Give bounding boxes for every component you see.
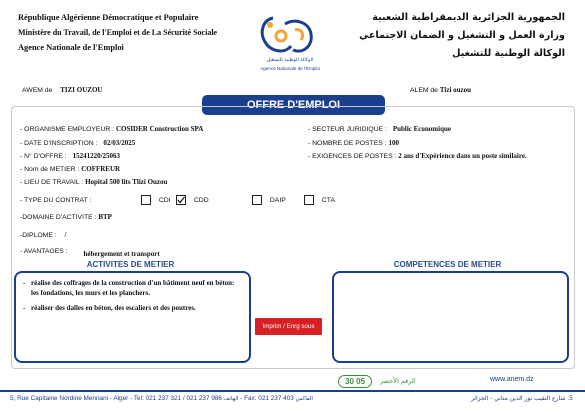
- awem-line: [22, 86, 102, 94]
- green-number: 30 05: [338, 375, 372, 388]
- logo-ar-text: الوكالة الوطنية للتشغيل: [266, 58, 314, 63]
- contrat-label-cta: CTA: [321, 196, 335, 204]
- alem-value: Tizi ouzou: [439, 86, 472, 94]
- lieu-row: [20, 178, 167, 186]
- offer-number-row: [20, 152, 120, 160]
- header-fr-line2: Ministère du Travail, de l'Emploi et de La Sécurité Sociale: [18, 28, 218, 37]
- anem-logo-mark: [255, 10, 325, 60]
- contrat-checkbox-cdd[interactable]: [176, 195, 186, 205]
- address-ar: 5. شارع النقيب نور الدين مناني - الجزائر: [470, 395, 573, 402]
- fax: - Fax: 021 237 403: [240, 395, 294, 402]
- metier-value: COFFREUR: [81, 165, 121, 173]
- metier-label: - Nom de METIER :: [20, 166, 80, 173]
- alem-line: [410, 86, 471, 94]
- address-fr: 5, Rue Capitaine Nordine Mennani - Alger - Tel: 021 237 321 / 021 237 986: [10, 395, 222, 402]
- activites-title: ACTIVITES DE METIER: [86, 260, 175, 269]
- awem-value: TIZI OUZOU: [60, 86, 103, 94]
- domaine-value: BTP: [98, 213, 112, 221]
- alem-label: ALEM de: [410, 87, 438, 94]
- exigences-row: [308, 152, 527, 160]
- employer-value: COSIDER Construction SPA: [115, 125, 204, 133]
- header-fr-line1: République Algérienne Démocratique et Populaire: [18, 13, 199, 22]
- avantages-row: [20, 247, 160, 258]
- activite-item-2-text: réaliser des dalles en béton, des escaliers et des poutres.: [31, 304, 196, 312]
- activite-item-1-text: réalise des coffrages de la construction d'un bâtiment neuf en béton: les fondations, les murs et les planchers.: [31, 279, 235, 297]
- contrat-label-daip: DAIP: [269, 196, 286, 204]
- activites-list: [16, 273, 249, 314]
- avantages-label: - AVANTAGES :: [20, 248, 68, 255]
- page-title: OFFRE D'EMPLOI: [246, 99, 341, 111]
- activite-item: - réaliser des dalles en béton, des escaliers et des poutres.: [23, 304, 196, 312]
- date-row: [20, 139, 135, 147]
- print-save-button[interactable]: [255, 318, 322, 335]
- contrat-checkbox-cdi[interactable]: [141, 195, 151, 205]
- contrat-option-cdd[interactable]: [176, 195, 209, 205]
- header-fr-line3: Agence Nationale de l'Emploi: [18, 43, 124, 52]
- contrat-option-daip[interactable]: [252, 195, 286, 205]
- avantages-value: hébergement et transport: [83, 250, 160, 258]
- offer-number-label: - N° D'OFFRE :: [20, 153, 67, 160]
- contrat-label-cdi: CDI: [158, 196, 171, 204]
- contrat-option-cta[interactable]: [304, 195, 335, 205]
- contrat-option-cdi[interactable]: [141, 195, 171, 205]
- secteur-value: Public Economique: [392, 125, 451, 133]
- activites-box: [14, 271, 251, 363]
- lieu-value: Hopital 500 lits Tlizi Ouzou: [85, 178, 168, 186]
- header-ar-line3: الوكالة الوطنية للتشغيل: [452, 48, 565, 59]
- website-link[interactable]: www.anem.dz: [490, 376, 534, 383]
- fax-ar-label: الفاكس: [295, 396, 313, 402]
- postes-value: 100: [388, 139, 399, 147]
- domaine-label: -DOMAINE D'ACTIVITE :: [20, 214, 97, 221]
- green-number-label: الرقم الأخضر: [380, 377, 416, 385]
- print-save-button-label: Imprim / Enrg sous: [262, 323, 315, 330]
- secteur-label: - SECTEUR JURIDIQUE :: [308, 126, 387, 133]
- exigences-label: - EXIGENCES DE POSTES :: [308, 153, 397, 160]
- secteur-row: [308, 125, 451, 133]
- exigences-value: 2 ans d'Expérience dans un poste similaire.: [398, 152, 527, 160]
- offer-number-value: 15241220/25063: [72, 152, 121, 160]
- contrat-checkbox-daip[interactable]: [252, 195, 262, 205]
- footer-divider: [0, 390, 585, 392]
- header-ar-line1: الجمهورية الجزائرية الديمقراطية الشعبية: [372, 12, 565, 23]
- contrat-label: - TYPE DU CONTRAT :: [20, 197, 92, 204]
- competences-title: COMPETENCES DE METIER: [393, 260, 502, 269]
- green-number-block: [338, 375, 416, 387]
- anem-logo: [255, 10, 325, 76]
- date-label: - DATE D'INSCRIPTION :: [20, 140, 98, 147]
- postes-row: [308, 139, 399, 147]
- checkmark-icon: [177, 196, 185, 204]
- activite-item: - réalise des coffrages de la construction d'un bâtiment neuf en béton: les fondations, les murs et les planchers.: [23, 279, 243, 298]
- diplome-label: -DIPLOME :: [20, 232, 57, 239]
- metier-row: [20, 165, 120, 173]
- diplome-row: [20, 231, 66, 239]
- contrat-label-cdd: CDD: [193, 196, 209, 204]
- logo-fr-text: Agence Nationale de l'Emploi: [260, 66, 320, 71]
- lieu-label: - LIEU DE TRAVAIL :: [20, 179, 84, 186]
- date-value: 02/03/2025: [103, 139, 136, 147]
- contrat-checkbox-cta[interactable]: [304, 195, 314, 205]
- phone-ar-label: الهاتف: [223, 396, 239, 402]
- employer-row: [20, 125, 203, 133]
- competences-box: [332, 271, 569, 363]
- employer-label: - ORGANISME EMPLOYEUR :: [20, 126, 115, 133]
- diplome-value: /: [64, 231, 67, 239]
- domaine-row: [20, 213, 112, 221]
- header-ar-line2: وزارة العمل و التشغيل و الضمان الاجتماعي: [359, 30, 565, 41]
- postes-label: - NOMBRE DE POSTES :: [308, 140, 387, 147]
- awem-label: AWEM de: [22, 87, 53, 94]
- footer-address: [10, 395, 313, 402]
